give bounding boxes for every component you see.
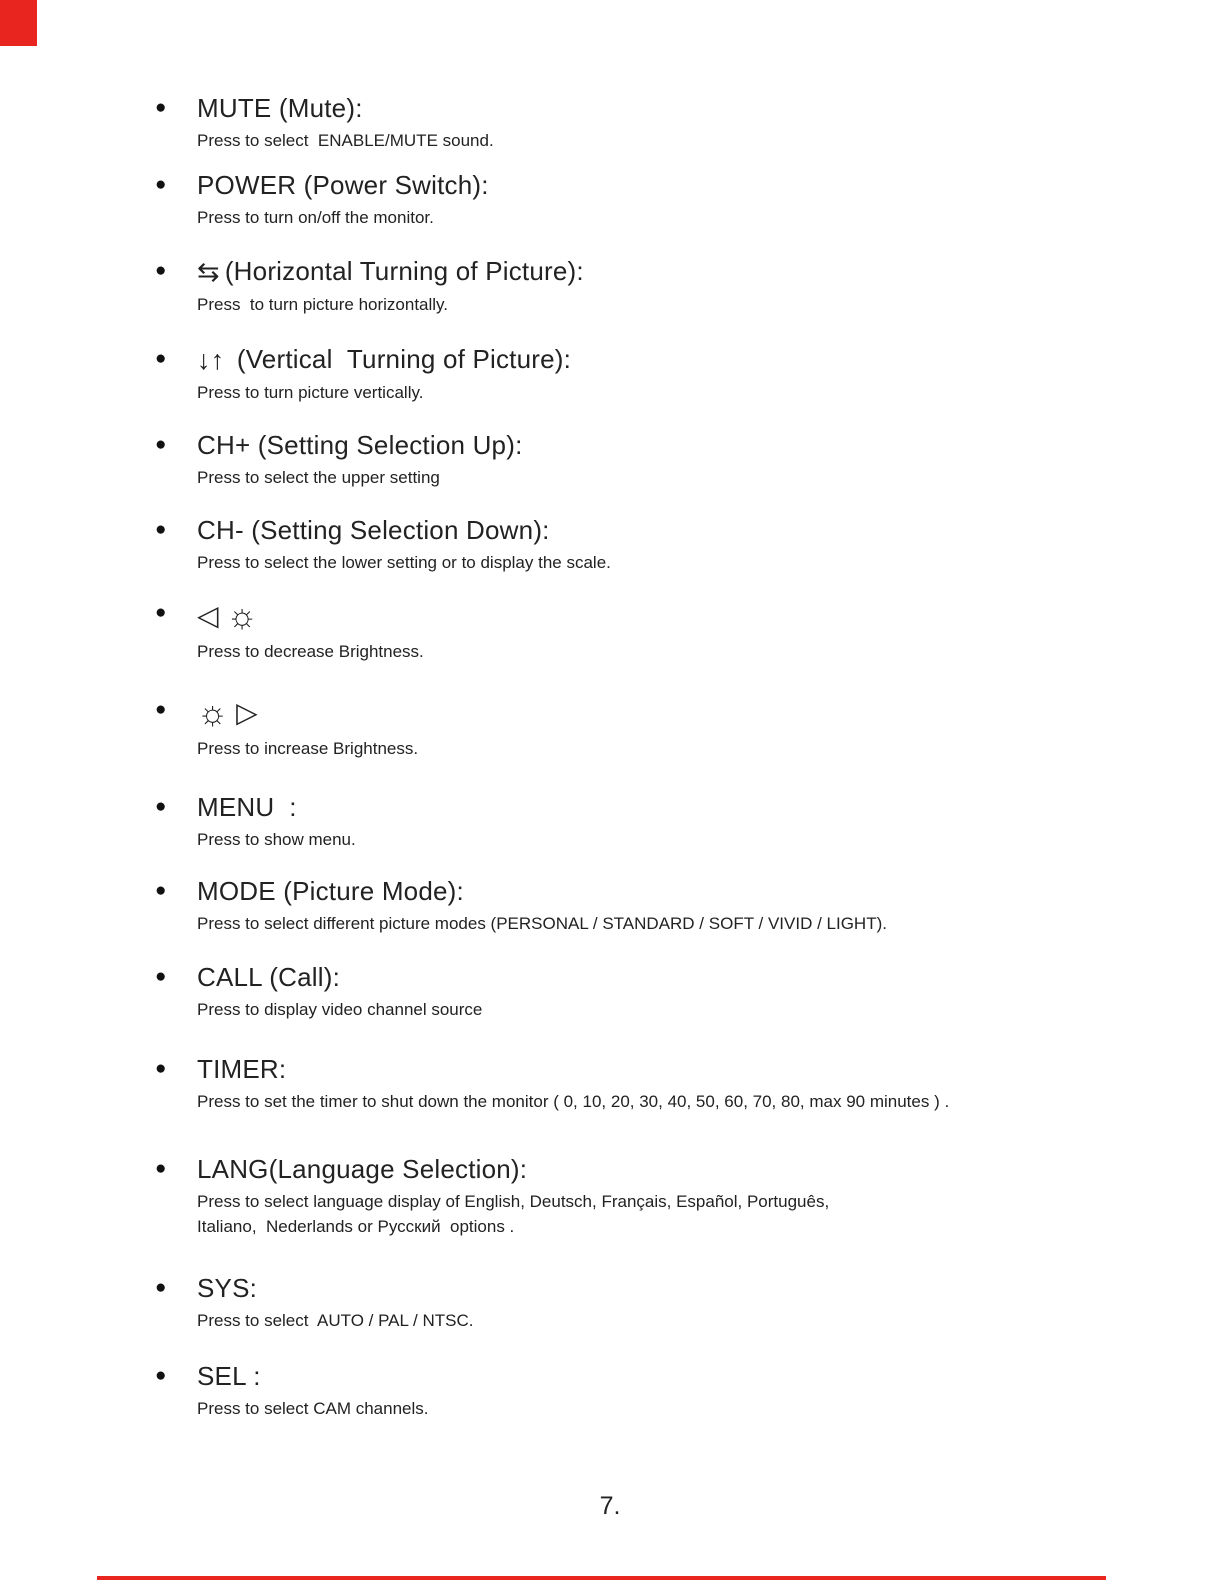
right-triangle-icon: ▷ xyxy=(236,697,258,728)
item-description: Press to display video channel source xyxy=(197,1000,483,1019)
item-body xyxy=(197,429,1160,489)
bullet-icon: ● xyxy=(155,1277,167,1298)
item-heading: MENU : xyxy=(197,792,297,822)
manual-item-ch-up xyxy=(155,429,1160,489)
item-heading: TIMER: xyxy=(197,1054,287,1084)
item-body xyxy=(197,1153,1160,1238)
brightness-icon: ☼ xyxy=(226,597,258,635)
item-heading: SEL : xyxy=(197,1361,261,1391)
item-heading: CH+ (Setting Selection Up): xyxy=(197,430,523,460)
item-body xyxy=(197,597,1160,663)
horizontal-flip-icon: ⇆ xyxy=(197,257,220,287)
item-heading: LANG(Language Selection): xyxy=(197,1154,528,1184)
bullet-icon: ● xyxy=(155,699,167,720)
item-heading-text: (Horizontal Turning of Picture): xyxy=(224,256,584,286)
item-heading-icons xyxy=(197,694,1160,732)
item-body xyxy=(197,961,1160,1021)
item-body xyxy=(197,1360,1160,1420)
item-description: Press to turn picture vertically. xyxy=(197,383,424,402)
manual-item-call xyxy=(155,961,1160,1021)
manual-item-ch-down xyxy=(155,514,1160,574)
item-heading: CH- (Setting Selection Down): xyxy=(197,515,550,545)
item-heading: SYS: xyxy=(197,1273,258,1303)
manual-item-mute xyxy=(155,92,1160,152)
item-description: Press to select different picture modes (PERSONAL / STANDARD / SOFT / VIVID / LIGHT). xyxy=(197,914,887,933)
item-body xyxy=(197,875,1160,935)
bullet-icon: ● xyxy=(155,880,167,901)
left-triangle-icon: ◁ xyxy=(197,600,219,631)
bullet-icon: ● xyxy=(155,260,167,281)
manual-item-timer xyxy=(155,1053,1160,1113)
item-description: Press to select the upper setting xyxy=(197,468,440,487)
vertical-flip-icon: ↓↑ xyxy=(197,345,225,375)
page-number: 7. xyxy=(599,1492,621,1520)
item-body xyxy=(197,255,1160,316)
item-description: Press to decrease Brightness. xyxy=(197,642,424,661)
item-description: Press to select CAM channels. xyxy=(197,1399,429,1418)
item-heading: MODE (Picture Mode): xyxy=(197,876,464,906)
item-heading-text: (Vertical Turning of Picture): xyxy=(229,344,572,374)
item-description: Press to select the lower setting or to display the scale. xyxy=(197,553,611,572)
manual-item-power xyxy=(155,169,1160,229)
item-heading: MUTE (Mute): xyxy=(197,93,363,123)
item-description: Press to select language display of English, Deutsch, Français, Español, Português, xyxy=(197,1192,830,1211)
item-body xyxy=(197,791,1160,851)
item-body xyxy=(197,514,1160,574)
item-heading xyxy=(197,255,1160,288)
item-body xyxy=(197,694,1160,760)
bullet-icon: ● xyxy=(155,97,167,118)
manual-item-mode xyxy=(155,875,1160,935)
manual-item-brightness-down xyxy=(155,597,1160,663)
item-description: Press to show menu. xyxy=(197,830,356,849)
bullet-icon: ● xyxy=(155,174,167,195)
item-description: Press to select AUTO / PAL / NTSC. xyxy=(197,1311,474,1330)
manual-item-vertical-turn xyxy=(155,343,1160,404)
item-description: Press to select ENABLE/MUTE sound. xyxy=(197,131,494,150)
bullet-icon: ● xyxy=(155,348,167,369)
top-left-red-bar xyxy=(0,0,37,46)
manual-item-brightness-up xyxy=(155,694,1160,760)
item-description: Press to set the timer to shut down the monitor ( 0, 10, 20, 30, 40, 50, 60, 70, 80, max 90 minutes ) . xyxy=(197,1092,950,1111)
brightness-icon: ☼ xyxy=(197,694,229,732)
item-heading xyxy=(197,343,1160,376)
manual-item-sys xyxy=(155,1272,1160,1332)
item-body xyxy=(197,1053,1160,1113)
manual-item-sel xyxy=(155,1360,1160,1420)
manual-item-menu xyxy=(155,791,1160,851)
item-description: Press to increase Brightness. xyxy=(197,739,419,758)
bottom-red-rule xyxy=(97,1576,1106,1580)
bullet-icon: ● xyxy=(155,796,167,817)
item-body xyxy=(197,169,1160,229)
bullet-icon: ● xyxy=(155,966,167,987)
item-description: Press to turn picture horizontally. xyxy=(197,295,449,314)
item-heading: CALL (Call): xyxy=(197,962,341,992)
item-body xyxy=(197,343,1160,404)
bullet-icon: ● xyxy=(155,1158,167,1179)
bullet-icon: ● xyxy=(155,1365,167,1386)
bullet-icon: ● xyxy=(155,1058,167,1079)
item-heading-icons xyxy=(197,597,1160,635)
item-description-line2: Italiano, Nederlands or Русский options . xyxy=(197,1217,515,1236)
bullet-icon: ● xyxy=(155,602,167,623)
manual-item-horizontal-turn xyxy=(155,255,1160,316)
item-body xyxy=(197,1272,1160,1332)
item-description: Press to turn on/off the monitor. xyxy=(197,208,434,227)
bullet-icon: ● xyxy=(155,434,167,455)
item-body xyxy=(197,92,1160,152)
bullet-icon: ● xyxy=(155,519,167,540)
item-heading: POWER (Power Switch): xyxy=(197,170,489,200)
manual-item-lang xyxy=(155,1153,1160,1238)
